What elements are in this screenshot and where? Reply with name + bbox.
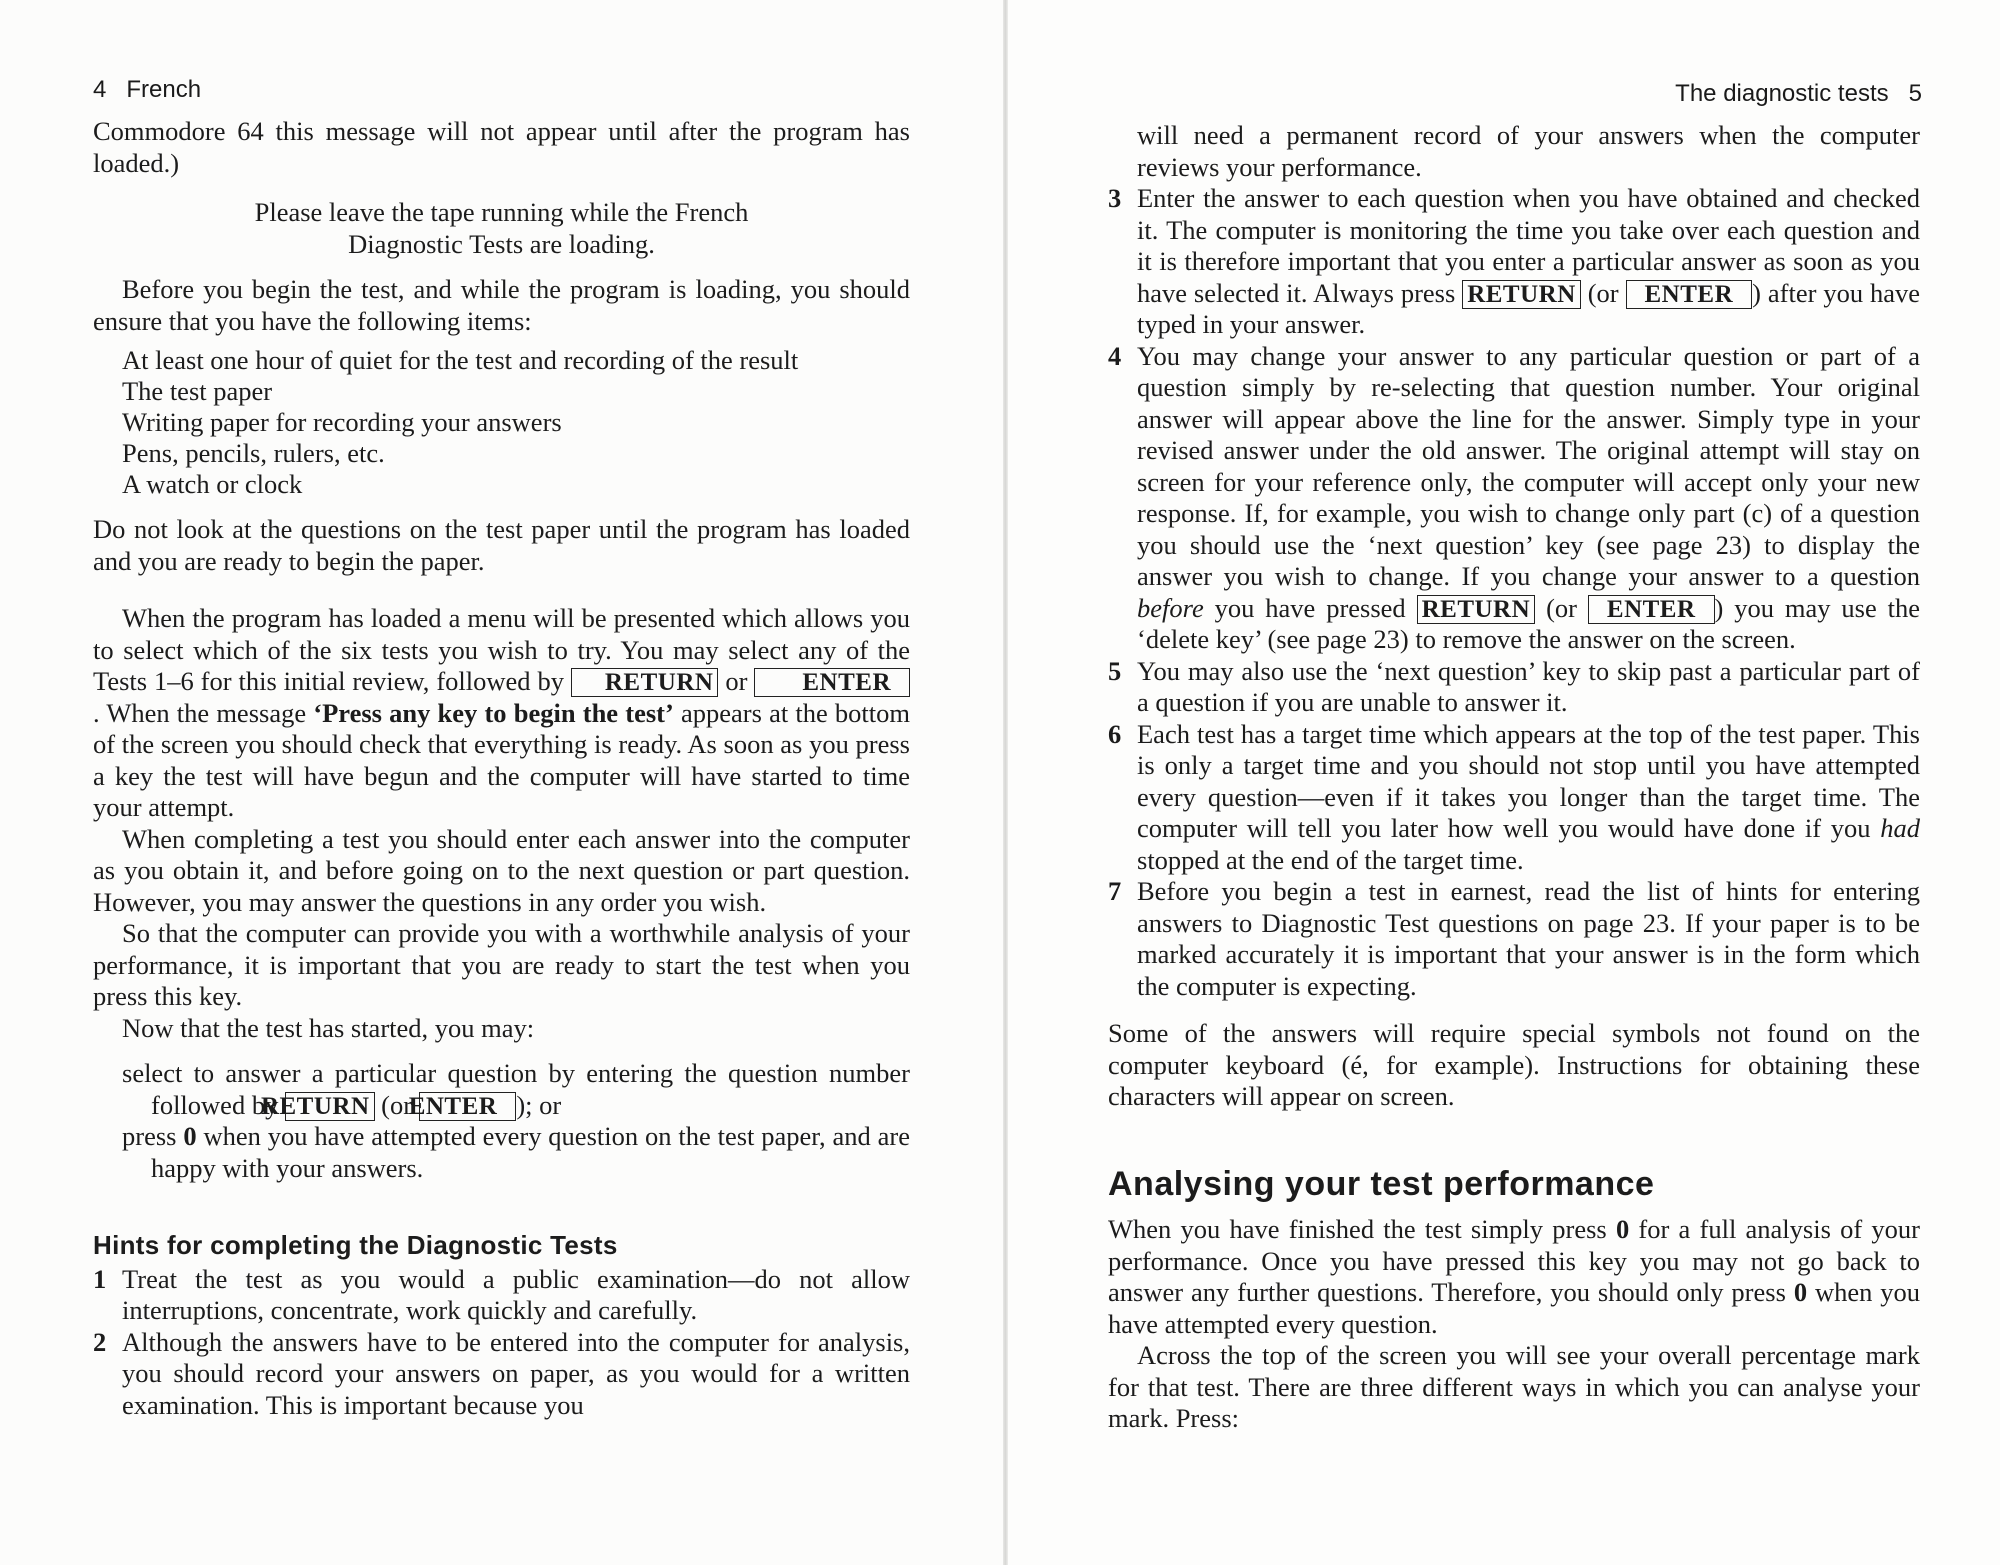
hints-heading: Hints for completing the Diagnostic Tests — [93, 1230, 618, 1260]
hint-number: 4 — [1108, 340, 1122, 371]
continuation-text: will need a permanent record of your answers when the computer reviews your performance. — [1137, 120, 1920, 182]
enter-key: ENTER — [754, 668, 910, 697]
return-key: RETURN — [285, 1092, 375, 1121]
left-text-column — [93, 116, 910, 1421]
hint-item: 6 Each test has a target time which appears at the top of the test paper. This is only a target time and you should not stop until you have attempted every question—even if it takes you longer than the target time. The computer will tell you later how well you would have done if you had stopped at the end of the target time. — [1108, 718, 1920, 875]
completing-para: When completing a test you should enter each answer into the computer as you obtain it, and before going on to the next question or part question. However, you may answer the questions in any order you wish. — [93, 823, 910, 917]
zero-key: 0 — [1615, 1214, 1630, 1244]
enter-key: ENTER — [419, 1092, 517, 1121]
list-item: Writing paper for recording your answers — [122, 407, 562, 437]
options-list — [122, 1058, 910, 1184]
list-item: A watch or clock — [122, 469, 303, 499]
return-key: RETURN — [1417, 595, 1536, 624]
hints-list-continued — [1108, 183, 1920, 1002]
required-items-list — [122, 345, 910, 500]
loading-message: Please leave the tape running while the French Diagnostic Tests are loading. — [254, 197, 749, 259]
press-option: press 0 when you have attempted every question on the test paper, and are happy with your answers. — [122, 1121, 911, 1183]
section-heading: Analysing your test performance — [1108, 1164, 1655, 1203]
list-item: Pens, pencils, rulers, etc. — [122, 438, 385, 468]
return-key: RETURN — [571, 668, 719, 697]
hint-number: 7 — [1108, 876, 1122, 906]
hint-item: 3 Enter the answer to each question when you have obtained and checked it. The computer is monitoring the time you take over each question and it is therefore important that you enter a particular answer as soon as you have selected it. Always press RETURN (or ENTER ) after you have typed in your answer. — [1108, 183, 1920, 339]
symbols-para: Some of the answers will require special symbols not found on the computer keyboard (é, for example). Instructions for obtaining these characters will appear on screen. — [1108, 1018, 1920, 1111]
list-item: The test paper — [122, 376, 273, 406]
finished-para: When you have finished the test simply press 0 for a full analysis of your performance. Once you have pressed this key you may not go back to answer any further questions. Therefore, you should only press 0 when you have attempted every question. — [1108, 1214, 1921, 1339]
hint-item — [1108, 876, 1920, 1002]
right-running-head — [1675, 80, 1922, 108]
right-page-number: 5 — [1908, 80, 1922, 107]
hint-text: Although the answers have to be entered into the computer for analysis, you should record your answers on paper, as you would for a written examination. This is important because you — [122, 1326, 910, 1420]
zero-key: 0 — [1793, 1277, 1808, 1307]
left-page-number: 4 — [93, 76, 107, 103]
hint-item: 4 You may change your answer to any particular question or part of a question simply by re-selecting that question number. Your original answer will appear above the line for the answer. Simply type in your revised answer under the old answer. The original attempt will stay on screen for your reference only, the computer will accept only your new response. If, for example, you wish to change only part (c) of a question you should use the ‘next question’ key (see page 23) to display the answer you wish to change. If you change your answer to a question before you have pressed RETURN (or ENTER ) you may use the ‘delete key’ (see page 23) to remove the answer on the screen. — [1108, 340, 1921, 654]
across-para: Across the top of the screen you will see your overall percentage mark for that test. There are three different ways in which you can analyse your mark. Press: — [1108, 1340, 1920, 1433]
press-any-key-message: ‘Press any key to begin the test’ — [313, 697, 674, 728]
hint-number: 5 — [1108, 655, 1122, 686]
before-begin-para: Before you begin the test, and while the program is loading, you should ensure that you have the following items: — [93, 274, 910, 336]
hint-number: 2 — [93, 1326, 107, 1357]
left-page-title: French — [126, 76, 202, 103]
zero-key: 0 — [183, 1121, 197, 1151]
now-para: Now that the test has started, you may: — [122, 1012, 535, 1043]
hint-text: Before you begin a test in earnest, read the list of hints for entering answers to Diagnostic Test questions on page 23. If your paper is to be marked accurately it is important that your answer is in the form which the computer is expecting. — [1137, 876, 1920, 1001]
do-not-look-para: Do not look at the questions on the test paper until the program has loaded and you are ready to begin the paper. — [93, 514, 910, 576]
hint-item — [93, 1264, 910, 1327]
enter-key: ENTER — [1588, 595, 1715, 624]
continuation-text: Commodore 64 this message will not appear until after the program has loaded.) — [93, 116, 910, 178]
select-option: select to answer a particular question by entering the question number followed by RETURN (or ENTER ); or — [122, 1058, 910, 1120]
enter-key: ENTER — [1626, 280, 1753, 309]
menu-para: When the program has loaded a menu will be presented which allows you to select which of the six tests you wish to try. You may select any of the Tests 1–6 for this initial review, followed by RETURN or ENTER. When the message ‘Press any key to begin the test’ appears at the bottom of the screen you should check that everything is ready. As soon as you press a key the test will have begun and the computer will have started to time your attempt. — [93, 603, 911, 822]
return-key: RETURN — [1462, 280, 1581, 309]
left-running-head — [93, 76, 201, 104]
hint-number: 1 — [93, 1263, 107, 1294]
worthwhile-para: So that the computer can provide you with a worthwhile analysis of your performance, it is important that you are ready to start the test when you press this key. — [93, 918, 910, 1011]
hint-item — [1108, 656, 1920, 719]
hint-text: You may also use the ‘next question’ key to skip past a particular part of a question if you are unable to answer it. — [1137, 655, 1920, 717]
hint-item — [93, 1327, 910, 1422]
hint-number: 3 — [1108, 183, 1122, 213]
hint-text: Treat the test as you would a public examination—do not allow interruptions, concentrate, work quickly and carefully. — [122, 1263, 910, 1325]
list-item: At least one hour of quiet for the test and recording of the result — [122, 345, 799, 375]
right-text-column — [1108, 120, 1920, 1435]
hint-number: 6 — [1108, 718, 1122, 749]
right-page-title: The diagnostic tests — [1675, 80, 1889, 107]
hints-list — [93, 1264, 910, 1422]
